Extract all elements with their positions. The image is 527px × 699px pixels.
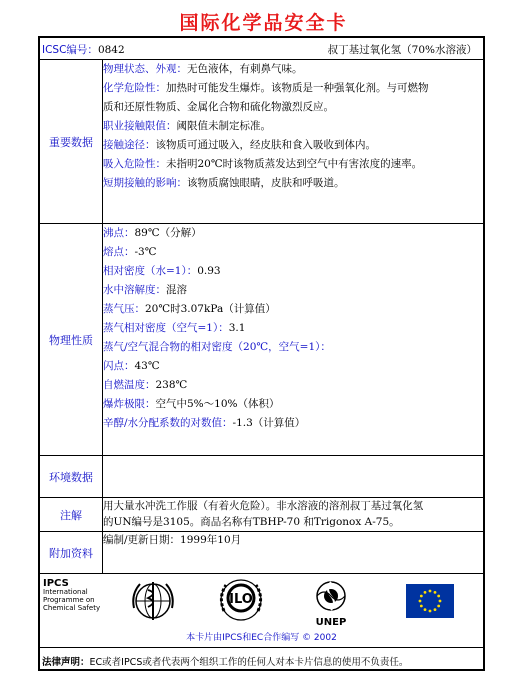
card-title: 国际化学品安全卡 [179, 12, 348, 34]
legal-row [40, 648, 483, 669]
eu-star [429, 590, 432, 593]
section-label: 物理性质 [40, 224, 103, 455]
property-key: 沸点： [103, 227, 135, 239]
ilo-emblem-icon [216, 577, 266, 625]
property-value: 0.93 [197, 265, 221, 277]
eu-star [437, 605, 440, 608]
eu-star [434, 608, 437, 611]
property-value: 3.1 [228, 322, 246, 334]
unep-emblem-icon [308, 578, 354, 618]
icsc-number: ICSC编号：0842 [42, 44, 125, 56]
physical-property-line [102, 281, 483, 300]
notes-content [102, 498, 483, 531]
eu-star [434, 591, 437, 594]
important-data-line [102, 136, 483, 155]
additional-content [102, 532, 483, 573]
footer-logos-row [40, 574, 483, 648]
property-key: 短期接触的影响： [103, 177, 187, 189]
property-value: 20℃时3.07kPa（计算值） [145, 303, 276, 315]
property-value: -3℃ [134, 246, 157, 258]
important-data-line [102, 60, 483, 79]
additional-section [40, 532, 483, 574]
property-key: 接触途径： [103, 139, 156, 151]
physical-property-line [102, 300, 483, 319]
important-data-content [102, 60, 483, 223]
physical-property-line [102, 262, 483, 281]
eu-star [420, 595, 423, 598]
important-data-line [102, 117, 483, 136]
property-value: 无色液体，有刺鼻气味。 [187, 63, 303, 75]
property-key: 辛醇/水分配系数的对数值： [103, 417, 233, 429]
physical-property-line [102, 243, 483, 262]
property-value: 该物质可通过吸入，经皮肤和食入吸收到体内。 [155, 139, 376, 151]
section-label: 环境数据 [40, 456, 103, 497]
property-value: 空气中5%～10%（体积） [155, 398, 280, 410]
credit-text: 本卡片由IPCS和EC合作编写 © 2002 [186, 633, 337, 643]
property-key: 水中溶解度： [103, 284, 166, 296]
property-key: 闪点： [103, 360, 135, 372]
legal-statement: 法律声明：EC或者IPCS或者代表两个组织工作的任何人对本卡片信息的使用不负责任。 [42, 657, 409, 668]
section-label: 注解 [40, 498, 103, 531]
property-key: 蒸气/空气混合物的相对密度（20℃，空气=1）： [103, 341, 331, 353]
important-data-section [40, 60, 483, 224]
property-value: 89℃（分解） [134, 227, 202, 239]
property-key: 熔点： [103, 246, 135, 258]
physical-property-line [102, 395, 483, 414]
environment-content [102, 456, 483, 497]
property-value: -1.3（计算值） [232, 417, 306, 429]
property-value: 238℃ [155, 379, 188, 391]
eu-star [424, 591, 427, 594]
property-value: 该物质腐蚀眼睛，皮肤和呼吸道。 [187, 177, 345, 189]
eu-flag-icon [406, 584, 454, 618]
property-value: 阈限值未制定标准。 [176, 120, 271, 132]
physical-property-line [102, 224, 483, 243]
property-value: 加热时可能发生爆炸。该物质是一种强氧化剂。与可燃物 [166, 82, 429, 94]
eu-star [429, 610, 432, 613]
safety-card [38, 36, 485, 671]
physical-properties-content [102, 224, 483, 455]
notes-line: 用大量水冲洗工作服（有着火危险）。非水溶液的溶剂叔丁基过氧化氢 [103, 500, 424, 512]
property-value: 43℃ [134, 360, 160, 372]
property-value: 混溶 [166, 284, 187, 296]
svg-text:ILO: ILO [229, 592, 253, 607]
property-key: 物理状态、外观： [103, 63, 187, 75]
property-key: 职业接触限值： [103, 120, 177, 132]
eu-star [424, 608, 427, 611]
property-key: 相对密度（水=1）： [103, 265, 198, 277]
physical-property-line [102, 376, 483, 395]
important-data-line [102, 174, 483, 193]
substance-name: 叔丁基过氧化氢（70%水溶液） [327, 44, 477, 56]
who-emblem-icon [130, 578, 176, 624]
eu-star [419, 600, 422, 603]
physical-property-line [102, 357, 483, 376]
property-key: 吸入危险性： [103, 158, 166, 170]
unep-label: UNEP [315, 617, 347, 628]
notes-section [40, 498, 483, 532]
ipcs-logo-text: IPCS International Programme on Chemical Safety [43, 578, 101, 612]
environment-section [40, 456, 483, 498]
eu-star [439, 600, 442, 603]
property-key: 蒸气压： [103, 303, 145, 315]
eu-star [420, 605, 423, 608]
property-key: 自燃温度： [103, 379, 156, 391]
important-data-line [102, 98, 483, 117]
property-key: 蒸气相对密度（空气=1）： [103, 322, 229, 334]
physical-property-line [102, 414, 483, 433]
notes-line: 的UN编号是3105。商品名称有TBHP-70 和Trigonox A-75。 [103, 516, 400, 528]
important-data-line [102, 79, 483, 98]
section-label: 附加资料 [40, 532, 103, 573]
property-value: 未指明20℃时该物质蒸发达到空气中有害浓度的速率。 [166, 158, 423, 170]
eu-star [437, 595, 440, 598]
physical-property-line [102, 338, 483, 357]
property-value: 质和还原性物质、金属化合物和硫化物激烈反应。 [103, 101, 334, 113]
property-key: 爆炸极限： [103, 398, 156, 410]
update-date: 编制/更新日期：1999年10月 [103, 534, 242, 546]
important-data-line [102, 155, 483, 174]
property-key: 化学危险性： [103, 82, 166, 94]
id-row [40, 38, 483, 60]
physical-property-line [102, 319, 483, 338]
physical-properties-section [40, 224, 483, 456]
section-label: 重要数据 [40, 60, 103, 223]
